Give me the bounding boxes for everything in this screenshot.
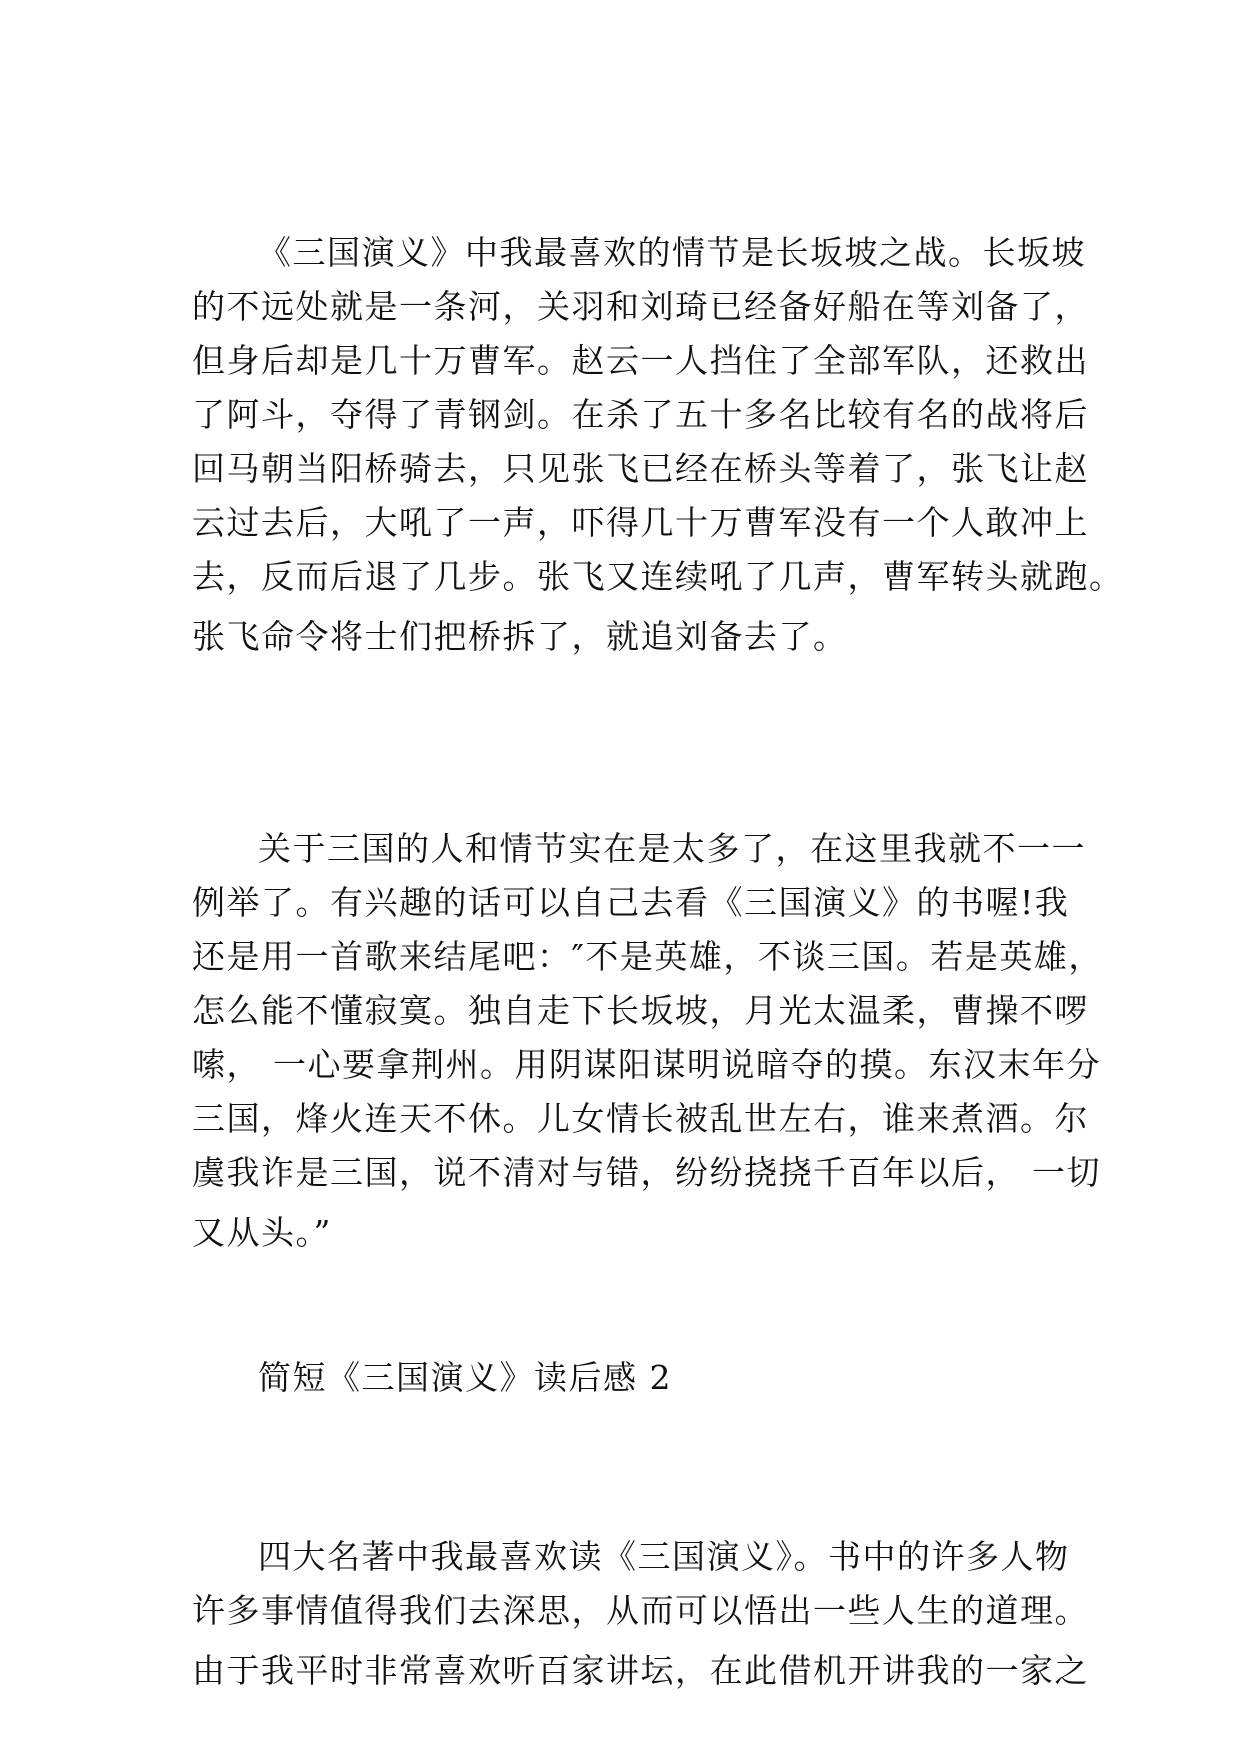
paragraph-line: 去，反而后退了几步。张飞又连续吼了几声，曹军转头就跑。 — [192, 557, 1124, 596]
paragraph-line: 《三国演义》中我最喜欢的情节是长坂坡之战。长坂坡 — [258, 233, 1086, 272]
paragraph-line: 嗦， 一心要拿荆州。用阴谋阳谋明说暗夺的摸。东汉末年分 — [192, 1045, 1101, 1084]
paragraph-line: 了阿斗，夺得了青钢剑。在杀了五十多名比较有名的战将后 — [192, 395, 1089, 434]
paragraph-line: 怎么能不懂寂寞。独自走下长坂坡，月光太温柔，曹操不啰 — [192, 991, 1089, 1030]
paragraph-line: 的不远处就是一条河，关羽和刘琦已经备好船在等刘备了， — [192, 287, 1089, 326]
paragraph-line: 由于我平时非常喜欢听百家讲坛，在此借机开讲我的一家之 — [192, 1651, 1089, 1690]
paragraph-line: 张飞命令将士们把桥拆了，就追刘备去了。 — [192, 617, 848, 656]
paragraph-line: 又从头。” — [192, 1213, 332, 1252]
paragraph-line: 许多事情值得我们去深思，从而可以悟出一些人生的道理。 — [192, 1591, 1089, 1630]
paragraph-line: 但身后却是几十万曹军。赵云一人挡住了全部军队，还救出 — [192, 341, 1089, 380]
paragraph-line: 虞我诈是三国，说不清对与错，纷纷挠挠千百年以后， 一切 — [192, 1153, 1101, 1192]
paragraph-line: 还是用一首歌来结尾吧：″不是英雄，不谈三国。若是英雄， — [192, 937, 1103, 976]
paragraph-line: 云过去后，大吼了一声，吓得几十万曹军没有一个人敢冲上 — [192, 503, 1089, 542]
paragraph-line: 关于三国的人和情节实在是太多了，在这里我就不一一 — [258, 829, 1086, 868]
section-heading: 简短《三国演义》读后感 2 — [258, 1358, 672, 1397]
paragraph-line: 例举了。有兴趣的话可以自己去看《三国演义》的书喔!我 — [192, 883, 1070, 922]
paragraph-line: 回马朝当阳桥骑去，只见张飞已经在桥头等着了，张飞让赵 — [192, 449, 1089, 488]
paragraph-line: 三国，烽火连天不休。儿女情长被乱世左右，谁来煮酒。尔 — [192, 1099, 1089, 1138]
paragraph-line: 四大名著中我最喜欢读《三国演义》。书中的许多人物 — [258, 1537, 1070, 1576]
